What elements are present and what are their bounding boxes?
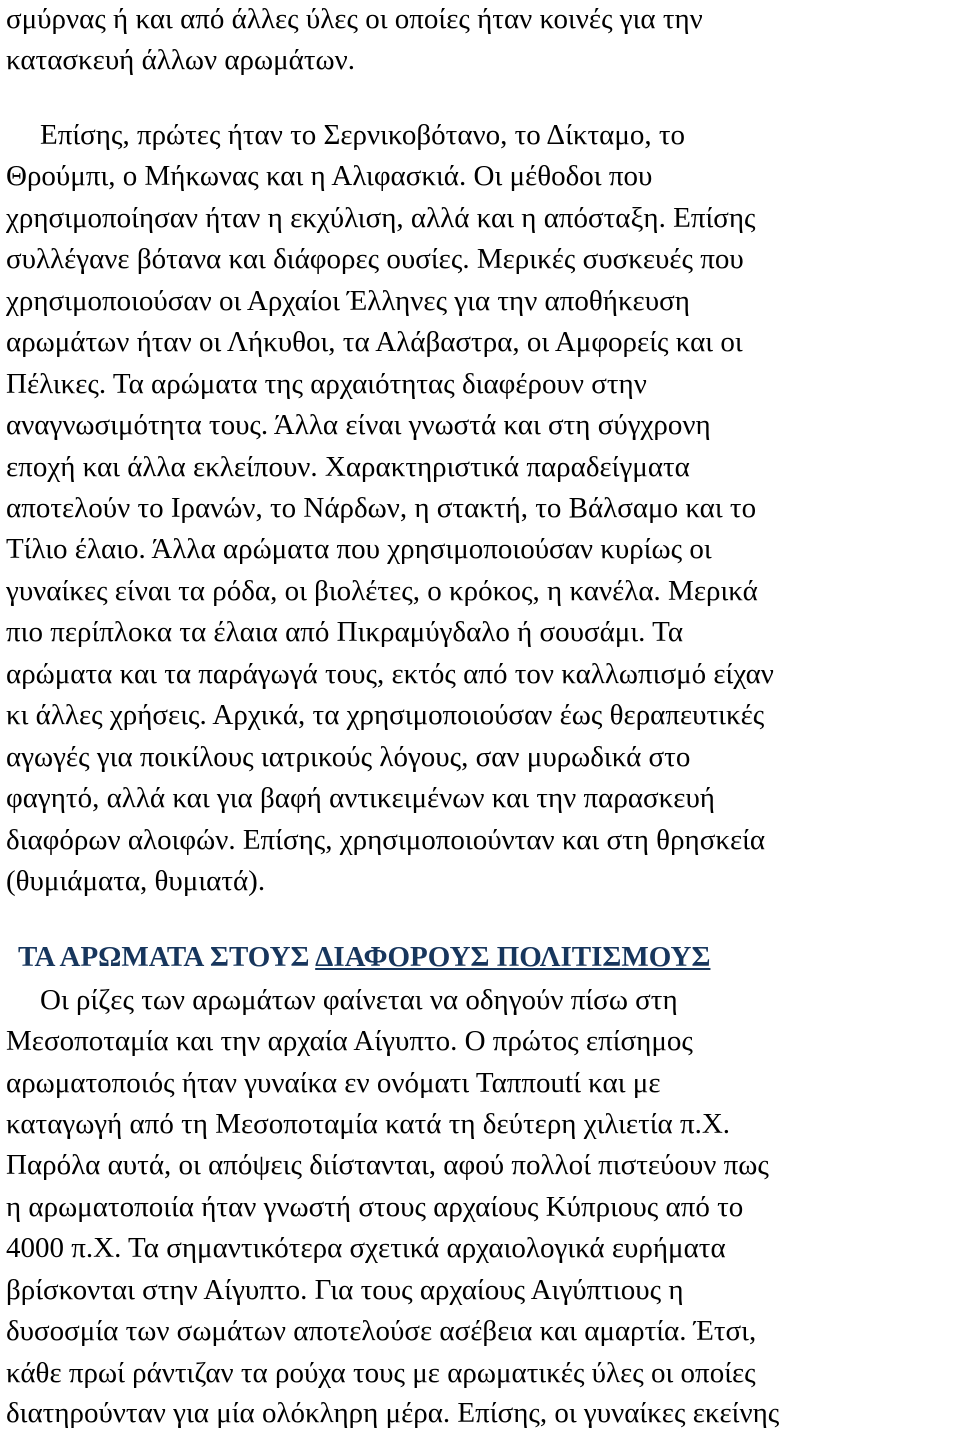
text-line: αγωγές για ποικίλους ιατρικούς λόγους, σαν μυρωδικά στο (6, 741, 691, 773)
text-line: Θρούμπι, ο Μήκωνας και η Αλιφασκιά. Οι μέθοδοι που (6, 160, 653, 192)
text-line: δυσοσμία των σωμάτων αποτελούσε ασέβεια και αμαρτία. Έτσι, (6, 1315, 757, 1347)
text-line: αρωματοποιός ήταν γυναίκα εν ονόματι Ταπποutί και με (6, 1067, 661, 1099)
text-line: αρώματα και τα παράγωγά τους, εκτός από τον καλλωπισμό είχαν (6, 658, 774, 690)
text-line: κατασκευή άλλων αρωμάτων. (6, 44, 355, 76)
text-line: (θυμιάματα, θυμιατά). (6, 865, 266, 897)
text-line: πιο περίπλοκα τα έλαια από Πικραμύγδαλο ή σουσάμι. Τα (6, 616, 684, 648)
text-line: χρησιμοποίησαν ήταν η εκχύλιση, αλλά και η απόσταξη. Επίσης (6, 202, 756, 234)
heading-part-2: ΔΙΑΦΟΡΟΥΣ ΠΟΛΙΤΙΣΜΟΥΣ (315, 941, 711, 973)
text-line: συλλέγανε βότανα και διάφορες ουσίες. Μερικές συσκευές που (6, 243, 744, 275)
text-line: κάθε πρωί ράντιζαν τα ρούχα τους με αρωματικές ύλες οι οποίες (6, 1357, 756, 1389)
heading-part-1: ΤΑ ΑΡΩΜΑΤΑ ΣΤΟΥΣ (18, 941, 316, 973)
text-line: βρίσκονται στην Αίγυπτο. Για τους αρχαίους Αιγύπτιους η (6, 1274, 684, 1306)
paragraph-first-line: Επίσης, πρώτες ήταν το Σερνικοβότανο, το Δίκταμο, το (40, 119, 686, 151)
text-line: διατηρούνταν για μία ολόκληρη μέρα. Επίσης, οι γυναίκες εκείνης (6, 1397, 780, 1429)
text-line: Πέλικες. Τα αρώματα της αρχαιότητας διαφέρουν στην (6, 368, 647, 400)
text-line: σμύρνας ή και από άλλες ύλες οι οποίες ήταν κοινές για την (6, 3, 703, 35)
text-line: φαγητό, αλλά και για βαφή αντικειμένων και την παρασκευή (6, 782, 715, 814)
paragraph-first-line: Οι ρίζες των αρωμάτων φαίνεται να οδηγούν πίσω στη (40, 984, 678, 1016)
text-line: χρησιμοποιούσαν οι Αρχαίοι Έλληνες για την αποθήκευση (6, 285, 690, 317)
text-line: 4000 π.Χ. Τα σημαντικότερα σχετικά αρχαιολογικά ευρήματα (6, 1232, 726, 1264)
text-line: αποτελούν το Ιρανών, το Νάρδων, η στακτή, το Βάλσαμο και το (6, 492, 757, 524)
section-heading (18, 937, 710, 978)
text-line: η αρωματοποιία ήταν γνωστή στους αρχαίους Κύπριους από το (6, 1191, 744, 1223)
text-line: Τίλιο έλαιο. Άλλα αρώματα που χρησιμοποιούσαν κυρίως οι (6, 533, 712, 565)
text-line: γυναίκες είναι τα ρόδα, οι βιολέτες, ο κρόκος, η κανέλα. Μερικά (6, 575, 758, 607)
text-line: αναγνωσιμότητα τους. Άλλα είναι γνωστά και στη σύγχρονη (6, 409, 711, 441)
text-line: διαφόρων αλοιφών. Επίσης, χρησιμοποιούνταν και στη θρησκεία (6, 824, 766, 856)
text-line: Παρόλα αυτά, οι απόψεις διίστανται, αφού πολλοί πιστεύουν πως (6, 1149, 769, 1181)
text-line: καταγωγή από τη Μεσοποταμία κατά τη δεύτερη χιλιετία π.Χ. (6, 1108, 731, 1140)
text-line: εποχή και άλλα εκλείπουν. Χαρακτηριστικά παραδείγματα (6, 451, 690, 483)
text-line: κι άλλες χρήσεις. Αρχικά, τα χρησιμοποιούσαν έως θεραπευτικές (6, 699, 765, 731)
text-line: Μεσοποταμία και την αρχαία Αίγυπτο. Ο πρώτος επίσημος (6, 1025, 693, 1057)
text-line: αρωμάτων ήταν οι Λήκυθοι, τα Αλάβαστρα, οι Αμφορείς και οι (6, 326, 743, 358)
